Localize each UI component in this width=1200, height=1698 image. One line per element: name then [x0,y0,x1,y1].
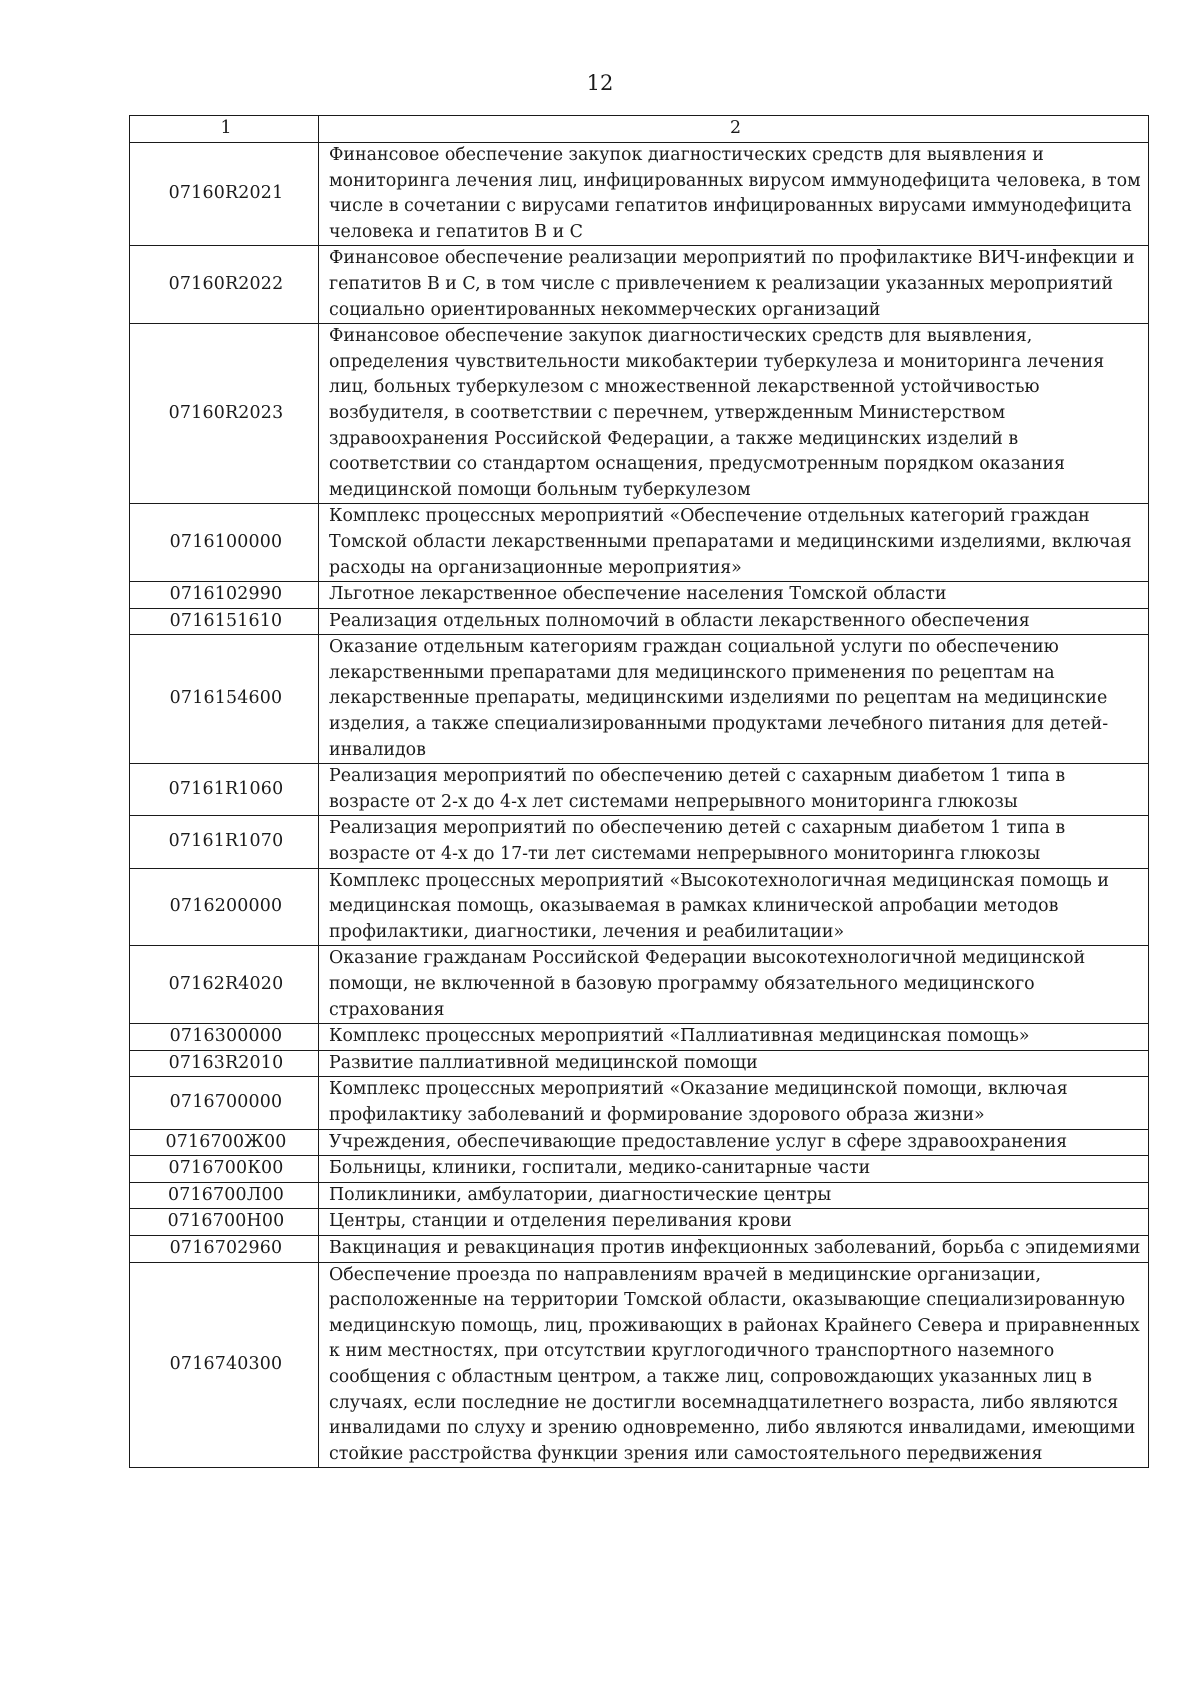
row-code: 07163R2010 [130,1050,319,1077]
table-row [130,582,1149,609]
row-description: Комплекс процессных мероприятий «Оказание медицинской помощи, включая профилактику заболеваний и формирование здорового образа жизни» [319,1077,1149,1129]
table-row [130,1050,1149,1077]
row-description: Развитие паллиативной медицинской помощи [319,1050,1149,1077]
row-description: Финансовое обеспечение закупок диагностических средств для выявления и мониторинга лечения лиц, инфицированных вирусом иммунодефицита человека, в том числе в сочетании с вирусами гепатитов инфицированных вирусами иммунодефицита человека и гепатитов B и C [319,143,1149,246]
budget-codes-table [129,115,1149,1468]
table-row [130,1262,1149,1468]
row-code: 0716200000 [130,868,319,946]
row-code: 07160R2022 [130,246,319,324]
row-description: Финансовое обеспечение реализации мероприятий по профилактике ВИЧ-инфекции и гепатитов B и C, в том числе с привлечением к реализации указанных мероприятий социально ориентированных некоммерческих организаций [319,246,1149,324]
row-description: Комплекс процессных мероприятий «Паллиативная медицинская помощь» [319,1024,1149,1051]
row-code: 0716300000 [130,1024,319,1051]
column-header-code: 1 [130,116,319,143]
row-code: 0716700000 [130,1077,319,1129]
table-row [130,608,1149,635]
table-row [130,764,1149,816]
row-description: Реализация мероприятий по обеспечению детей с сахарным диабетом 1 типа в возрасте от 4-х до 17-ти лет системами непрерывного мониторинга глюкозы [319,816,1149,868]
row-description: Комплекс процессных мероприятий «Обеспечение отдельных категорий граждан Томской области лекарственными препаратами и медицинскими изделиями, включая расходы на организационные мероприятия» [319,504,1149,582]
table-row [130,1182,1149,1209]
row-code: 0716102990 [130,582,319,609]
row-code: 0716154600 [130,635,319,764]
table-row [130,1235,1149,1262]
row-code: 0716700К00 [130,1156,319,1183]
table-row [130,635,1149,764]
table-row [130,246,1149,324]
table-row [130,143,1149,246]
row-code: 0716700Н00 [130,1209,319,1236]
row-description: Оказание гражданам Российской Федерации высокотехнологичной медицинской помощи, не включенной в базовую программу обязательного медицинского страхования [319,946,1149,1024]
row-description: Реализация мероприятий по обеспечению детей с сахарным диабетом 1 типа в возрасте от 2-х до 4-х лет системами непрерывного мониторинга глюкозы [319,764,1149,816]
table-row [130,324,1149,504]
row-code: 07161R1070 [130,816,319,868]
row-description: Вакцинация и ревакцинация против инфекционных заболеваний, борьба с эпидемиями [319,1235,1149,1262]
row-code: 07162R4020 [130,946,319,1024]
row-code: 07160R2023 [130,324,319,504]
row-description: Финансовое обеспечение закупок диагностических средств для выявления, определения чувствительности микобактерии туберкулеза и мониторинга лечения лиц, больных туберкулезом с множественной лекарственной устойчивостью возбудителя, в соответствии с перечнем, утвержденным Министерством здравоохранения Российской Федерации, а также медицинских изделий в соответствии со стандартом оснащения, предусмотренным порядком оказания медицинской помощи больным туберкулезом [319,324,1149,504]
row-code: 0716700Л00 [130,1182,319,1209]
table-row [130,1209,1149,1236]
row-code: 07161R1060 [130,764,319,816]
row-description: Обеспечение проезда по направлениям врачей в медицинские организации, расположенные на территории Томской области, оказывающие специализированную медицинскую помощь, лиц, проживающих в районах Крайнего Севера и приравненных к ним местностях, при отсутствии круглогодичного транспортного наземного сообщения с областным центром, а также лиц, сопровождающих указанных лиц в случаях, если последние не достигли восемнадцатилетнего возраста, либо являются инвалидами по слуху и зрению одновременно, либо являются инвалидами, имеющими стойкие расстройства функции зрения или самостоятельного передвижения [319,1262,1149,1468]
column-header-description: 2 [319,116,1149,143]
table-row [130,1129,1149,1156]
table-row [130,816,1149,868]
table-row [130,946,1149,1024]
row-description: Учреждения, обеспечивающие предоставление услуг в сфере здравоохранения [319,1129,1149,1156]
row-description: Центры, станции и отделения переливания крови [319,1209,1149,1236]
table-row [130,504,1149,582]
row-description: Поликлиники, амбулатории, диагностические центры [319,1182,1149,1209]
row-description: Комплекс процессных мероприятий «Высокотехнологичная медицинская помощь и медицинская помощь, оказываемая в рамках клинической апробации методов профилактики, диагностики, лечения и реабилитации» [319,868,1149,946]
table-row [130,1024,1149,1051]
row-code: 0716702960 [130,1235,319,1262]
row-code: 07160R2021 [130,143,319,246]
row-description: Льготное лекарственное обеспечение населения Томской области [319,582,1149,609]
row-description: Оказание отдельным категориям граждан социальной услуги по обеспечению лекарственными препаратами для медицинского применения по рецептам на лекарственные препараты, медицинскими изделиями по рецептам на медицинские изделия, а также специализированными продуктами лечебного питания для детей-инвалидов [319,635,1149,764]
row-code: 0716100000 [130,504,319,582]
table-header-row [130,116,1149,143]
row-description: Больницы, клиники, госпитали, медико-санитарные части [319,1156,1149,1183]
row-description: Реализация отдельных полномочий в области лекарственного обеспечения [319,608,1149,635]
row-code: 0716151610 [130,608,319,635]
table-row [130,1077,1149,1129]
table-row [130,868,1149,946]
row-code: 0716740300 [130,1262,319,1468]
page-number: 12 [586,71,614,95]
row-code: 0716700Ж00 [130,1129,319,1156]
table-row [130,1156,1149,1183]
